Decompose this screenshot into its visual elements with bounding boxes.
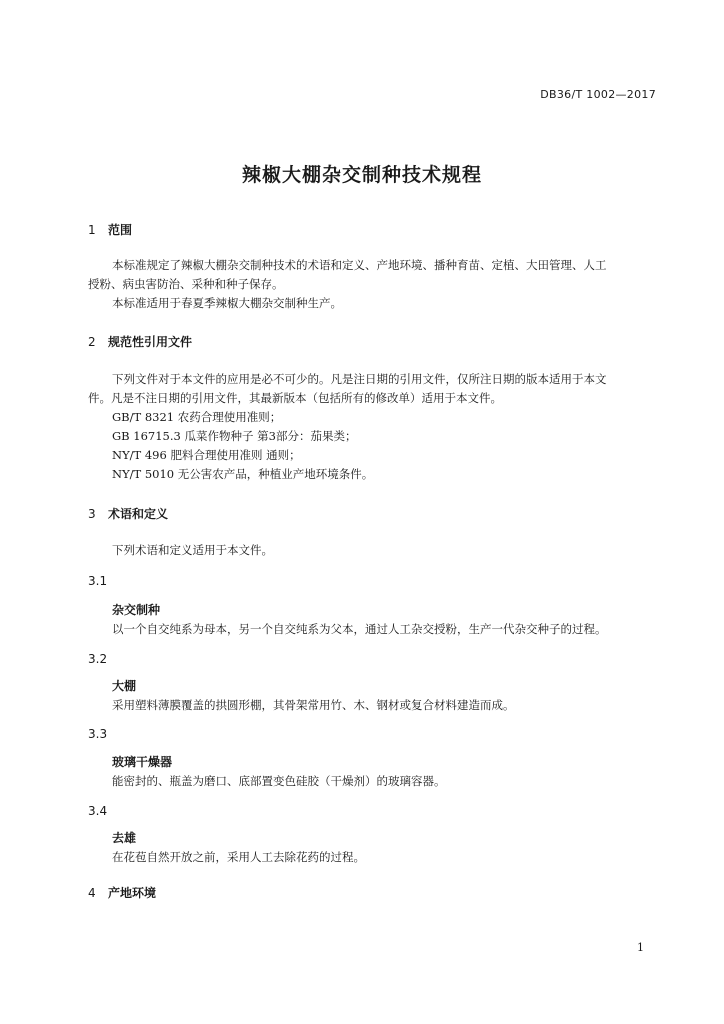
document-title: 辣椒大棚杂交制种技术规程 xyxy=(241,164,482,186)
paragraph: 本标准适用于春夏季辣椒大棚杂交制种生产。 xyxy=(112,296,342,310)
section-number: 2 xyxy=(88,335,96,349)
subsection-number: 3.4 xyxy=(88,804,108,818)
section-number: 1 xyxy=(88,223,96,237)
term-heading: 玻璃干燥器 xyxy=(112,755,173,769)
term-definition: 能密封的、瓶盖为磨口、底部置变色硅胶（干燥剂）的玻璃容器。 xyxy=(112,774,446,788)
section-number: 3 xyxy=(88,507,96,521)
section-title: 术语和定义 xyxy=(108,507,169,521)
section-3-heading xyxy=(88,505,168,522)
paragraph-line: 下列文件对于本文件的应用是必不可少的。凡是注日期的引用文件，仅所注日期的版本适用于本文 xyxy=(112,372,607,386)
subsection-number: 3.1 xyxy=(88,574,108,588)
term-definition: 采用塑料薄膜覆盖的拱圆形棚，其骨架常用竹、木、钢材或复合材料建造而成。 xyxy=(112,698,515,712)
section-1-body xyxy=(88,256,660,313)
section-3-intro: 下列术语和定义适用于本文件。 xyxy=(112,543,273,557)
paragraph-line: 授粉、病虫害防治、采种和种子保存。 xyxy=(88,277,284,291)
term-definition: 在花苞自然开放之前，采用人工去除花药的过程。 xyxy=(112,850,365,864)
section-4-heading xyxy=(88,884,156,901)
reference-item: NY/T 5010 无公害农产品，种植业产地环境条件。 xyxy=(112,467,374,481)
reference-item: GB 16715.3 瓜菜作物种子 第3部分：茄果类； xyxy=(112,429,357,443)
document-code: DB36/T 1002—2017 xyxy=(540,88,656,101)
section-title: 范围 xyxy=(108,223,133,237)
subsection-number: 3.2 xyxy=(88,652,108,666)
paragraph-line: 件。凡是不注日期的引用文件，其最新版本（包括所有的修改单）适用于本文件。 xyxy=(88,391,502,405)
section-title: 规范性引用文件 xyxy=(108,335,193,349)
reference-item: NY/T 496 肥料合理使用准则 通则； xyxy=(112,448,301,462)
page-number: 1 xyxy=(637,941,644,954)
section-title: 产地环境 xyxy=(108,886,157,900)
reference-item: GB/T 8321 农药合理使用准则； xyxy=(112,410,282,424)
section-2-body xyxy=(88,370,660,484)
section-1-heading xyxy=(88,221,132,238)
subsection-number: 3.3 xyxy=(88,727,108,741)
section-2-heading xyxy=(88,333,192,350)
section-number: 4 xyxy=(88,886,96,900)
term-definition: 以一个自交纯系为母本，另一个自交纯系为父本，通过人工杂交授粉，生产一代杂交种子的过程。 xyxy=(112,622,607,636)
reference-list xyxy=(88,408,660,484)
term-heading: 杂交制种 xyxy=(112,603,161,617)
paragraph-line: 本标准规定了辣椒大棚杂交制种技术的术语和定义、产地环境、播种育苗、定植、大田管理、人工 xyxy=(112,258,607,272)
term-heading: 大棚 xyxy=(112,679,137,693)
term-heading: 去雄 xyxy=(112,831,137,845)
